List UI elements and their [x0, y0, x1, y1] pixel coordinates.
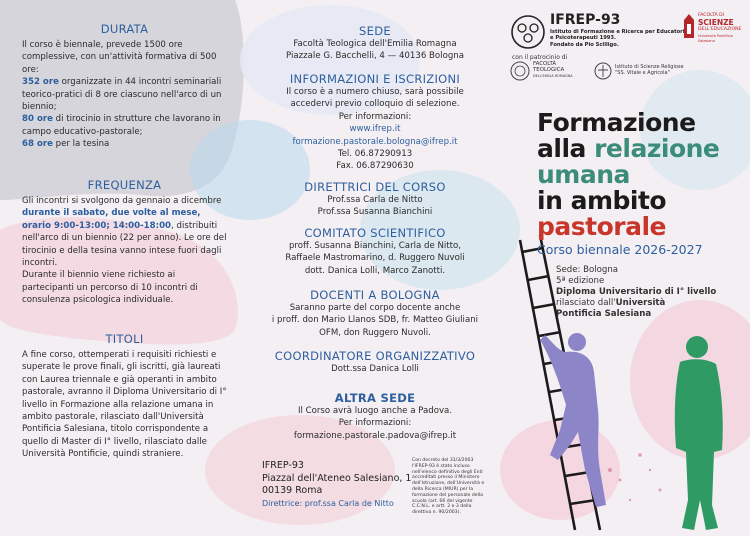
sede-line: Piazzale G. Bacchelli, 4 — 40136 Bologna	[286, 51, 464, 62]
titoli-section	[22, 332, 227, 461]
comitato-line: Raffaele Mastromarino, d. Ruggero Nuvoli	[285, 253, 465, 264]
docenti-line: OFM, don Ruggero Nuvoli.	[319, 327, 431, 338]
email-link[interactable]: formazione.pastorale.bologna@ifrep.it	[292, 136, 458, 147]
course-info-line: Diploma Universitario di I° livello	[556, 287, 717, 297]
fax-number: Fax. 06.87290630	[336, 161, 414, 172]
title-line-3: umana	[537, 160, 630, 189]
course-years: Corso biennale 2026-2027	[537, 242, 703, 257]
address-line: Piazzal dell'Ateneo Salesiano, 1	[262, 472, 412, 484]
info-line: Per informazioni:	[338, 111, 412, 122]
info-line: accedervi previo colloquio di selezione.	[290, 99, 460, 110]
direttrici-line: Prof.ssa Carla de Nitto	[327, 195, 423, 205]
course-info-line: Sede: Bologna	[556, 265, 619, 275]
info-section	[260, 72, 490, 173]
coord-heading: COORDINATORE ORGANIZZATIVO	[274, 349, 476, 363]
altra-line: Il Corso avrà luogo anche a Padova.	[297, 406, 453, 416]
address-block	[262, 460, 412, 509]
direttrici-line: Prof.ssa Susanna Bianchini	[317, 207, 433, 218]
address-line: IFREP-93	[262, 460, 304, 471]
fse-logo: FACOLTÀ DI SCIENZE DELL'EDUCAZIONE Università Pontificia Salesiana	[682, 10, 744, 54]
fter-logo: FACOLTÀ TEOLOGICA DELL'EMILIA ROMAGNA	[510, 61, 592, 83]
coord-section	[260, 349, 490, 375]
course-info	[556, 265, 746, 320]
docenti-line: i proff. don Mario Llanos SDB, fr. Matteo Giuliani	[271, 315, 479, 326]
patrocinio-label: con il patrocinio di	[512, 54, 568, 61]
title-line-5: pastorale	[537, 212, 666, 241]
durata-text: Il corso è biennale, prevede 1500 ore complessive, con un'attività formativa di 500 ore: 352 ore organizzate in 44 incontri seminariali teorico-pratici di 8 ore ciascuno nell'arco di un biennio; 80 ore di tirocinio in strutture che lavorano in campo educativo-pastorale; 68 ore per la tesina	[22, 40, 222, 150]
course-info-line: 5ª edizione	[556, 276, 605, 286]
fter-emblem-icon	[510, 61, 530, 81]
website-link[interactable]: www.ifrep.it	[349, 124, 401, 135]
coord-line: Dott.ssa Danica Lolli	[331, 364, 419, 374]
durata-section	[22, 22, 227, 151]
sede-line: Facoltà Teologica dell'Emilia Romagna	[293, 39, 457, 49]
durata-heading: DURATA	[100, 22, 149, 36]
padova-email-link[interactable]: formazione.pastorale.padova@ifrep.it	[293, 430, 457, 441]
ifrep-logo: IFREP-93 Istituto di Formazione e Ricerca per Educatori e Psicoterapeuti 1993. Fondato da Pio Scilligo.	[510, 10, 680, 54]
docenti-line: Saranno parte del corpo docente anche	[289, 303, 461, 313]
altra-line: Per informazioni:	[338, 418, 412, 429]
titoli-heading: TITOLI	[105, 332, 144, 346]
direttrici-heading: DIRETTRICI DEL CORSO	[304, 180, 446, 194]
info-heading: INFORMAZIONI E ISCRIZIONI	[289, 72, 461, 86]
comitato-heading: COMITATO SCIENTIFICO	[304, 226, 446, 240]
decree-note: Con decreto del 31/3/2003 l'IFREP-93 è stato incluso nell'elenco definitivo degli Enti accreditati presso il Ministero dell'Istruzione, dell'Università e della Ricerca (MIUR) per la formazione del personale della scuola (art. 66 del vigente C.C.N.L. e artt. 2 e 3 della direttiva n. 90/2003).	[412, 458, 485, 516]
docenti-heading: DOCENTI A BOLOGNA	[310, 288, 440, 302]
ifrep-emblem-icon	[510, 14, 546, 50]
titoli-text: A fine corso, ottemperati i requisiti richiesti e superate le prove finali, gli iscritti, già laureati con Laurea triennale e già operanti in ambito pastorale, avranno il Diploma Universitario di I° livello in Formazione alla relazione umana in ambito pastorale, rilasciato dall'Università Pontificia Salesiana, titolo corrispondente a quello di Master di I° livello, rilasciato dalle Università Pontificie, quindi straniere.	[22, 350, 227, 460]
address-line: 00139 Roma	[262, 485, 323, 496]
issr-logo: Istituto di Scienze Religiose "SS. Vitale e Agricola"	[594, 61, 704, 83]
title-line-2: alla relazione	[537, 134, 720, 163]
direttrice-line: Direttrice: prof.ssa Carla de Nitto	[262, 498, 394, 508]
frequenza-text: Gli incontri si svolgono da gennaio a dicembre durante il sabato, due volte al mese, orario 9:00-13:00; 14:00-18:00, distribuiti nell'arco di un biennio (22 per anno). Le ore del tirocinio e della tesina vanno intese fuori dagli incontri. Durante il biennio viene richiesto ai partecipanti un percorso di 10 incontri di consulenza psicologica individuale.	[22, 196, 227, 306]
altra-heading: ALTRA SEDE	[334, 391, 416, 405]
info-line: Il corso è a numero chiuso, sarà possibile	[286, 87, 464, 97]
fse-emblem-icon	[682, 12, 696, 42]
direttrici-section	[260, 180, 490, 219]
docenti-section	[260, 288, 490, 339]
right-panel	[500, 0, 750, 536]
comitato-line: dott. Danica Lolli, Marco Zanotti.	[304, 265, 446, 276]
issr-emblem-icon	[594, 61, 612, 81]
sede-heading: SEDE	[359, 24, 391, 38]
main-title	[537, 110, 747, 257]
sede-section	[260, 24, 490, 63]
altra-section	[260, 391, 490, 442]
left-panel	[0, 0, 250, 536]
title-line-4: in ambito	[537, 186, 667, 215]
title-line-1: Formazione	[537, 108, 696, 137]
comitato-section	[260, 226, 490, 277]
comitato-line: proff. Susanna Bianchini, Carla de Nitto,	[288, 241, 462, 251]
middle-panel	[250, 0, 500, 536]
course-info-line: Pontificia Salesiana	[556, 309, 652, 319]
phone-number: Tel. 06.87290913	[337, 149, 413, 160]
frequenza-section	[22, 178, 227, 307]
course-info-line: rilasciato dall'Università	[556, 298, 666, 308]
frequenza-heading: FREQUENZA	[87, 178, 162, 192]
